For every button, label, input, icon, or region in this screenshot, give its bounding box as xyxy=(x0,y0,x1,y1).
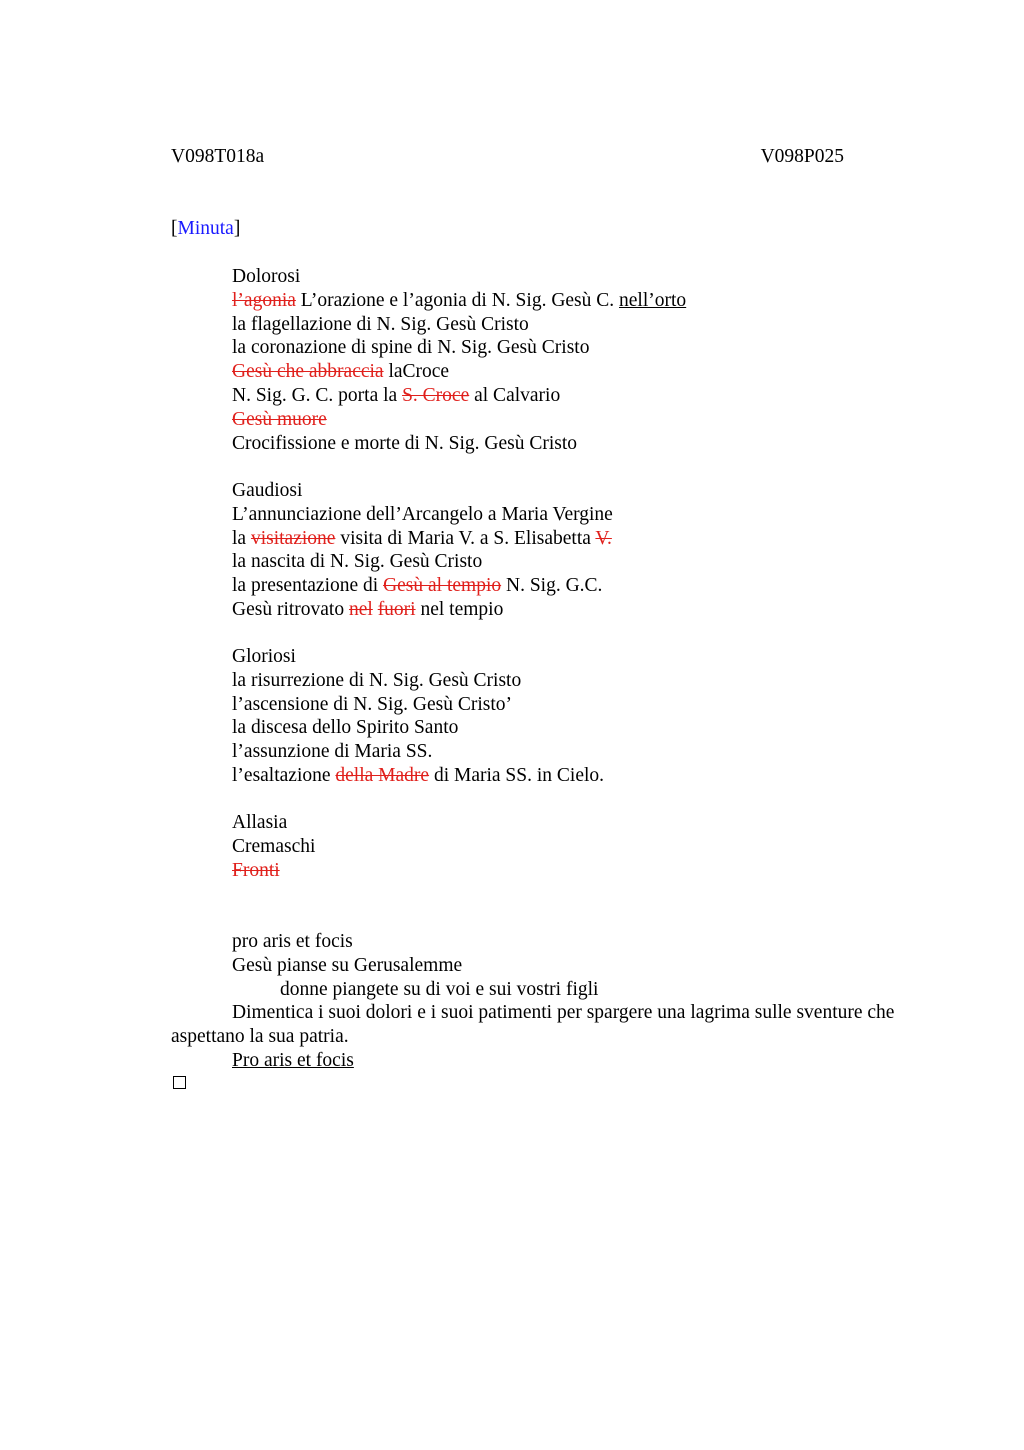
name-item: Allasia xyxy=(232,812,288,833)
list-item: l’assunzione di Maria SS. xyxy=(232,741,433,763)
section-title: Dolorosi xyxy=(232,266,301,287)
name-item: Fronti xyxy=(232,859,280,881)
list-item: la nascita di N. Sig. Gesù Cristo xyxy=(232,551,483,573)
list-item: Gesù muore xyxy=(232,408,327,430)
list-item: Gesù ritrovato nel fuori nel tempio xyxy=(232,598,504,620)
document-header xyxy=(171,146,844,168)
section-names xyxy=(232,811,315,882)
section-title: Gaudiosi xyxy=(232,480,303,501)
closing-line: pro aris et focis xyxy=(232,931,353,952)
list-item: L’annunciazione dell’Arcangelo a Maria Vergine xyxy=(232,503,613,525)
section-dolorosi xyxy=(232,265,686,455)
closing-line: donne piangete su di voi e sui vostri figli xyxy=(280,978,599,1000)
list-item: la visitazione visita di Maria V. a S. Elisabetta V. xyxy=(232,527,612,549)
closing-line: Pro aris et focis xyxy=(232,1050,354,1071)
section-title: Gloriosi xyxy=(232,646,296,667)
draft-label: [Minuta] xyxy=(171,218,241,239)
document-code-left: V098T018a xyxy=(171,146,265,167)
section-closing xyxy=(232,930,598,1001)
empty-checkbox-symbol xyxy=(173,1076,186,1089)
closing-line: Gesù pianse su Gerusalemme xyxy=(232,954,463,976)
list-item: la discesa dello Spirito Santo xyxy=(232,717,459,739)
list-item: la presentazione di Gesù al tempio N. Sig. G.C. xyxy=(232,575,603,597)
name-item: Cremaschi xyxy=(232,835,316,857)
list-item: N. Sig. G. C. porta la S. Croce al Calvario xyxy=(232,384,561,406)
list-item: Crocifissione e morte di N. Sig. Gesù Cristo xyxy=(232,432,578,454)
section-closing-end xyxy=(232,1049,354,1073)
section-gaudiosi xyxy=(232,479,613,622)
list-item: la flagellazione di N. Sig. Gesù Cristo xyxy=(232,313,529,335)
document-code-right: V098P025 xyxy=(760,146,844,167)
list-item: l’esaltazione della Madre di Maria SS. in Cielo. xyxy=(232,764,605,786)
section-gloriosi xyxy=(232,645,604,788)
list-item: Gesù che abbraccia laCroce xyxy=(232,361,450,383)
list-item: la coronazione di spine di N. Sig. Gesù Cristo xyxy=(232,337,590,359)
list-item: l’ascensione di N. Sig. Gesù Cristo’ xyxy=(232,693,513,715)
list-item: l’agonia L’orazione e l’agonia di N. Sig. Gesù C. nell’orto xyxy=(232,289,687,311)
list-item: la risurrezione di N. Sig. Gesù Cristo xyxy=(232,669,522,691)
closing-paragraph: Dimentica i suoi dolori e i suoi patimenti per spargere una lagrima sulle sventure che aspettano la sua patria. xyxy=(171,1002,895,1047)
draft-label-text: Minuta xyxy=(177,218,234,239)
